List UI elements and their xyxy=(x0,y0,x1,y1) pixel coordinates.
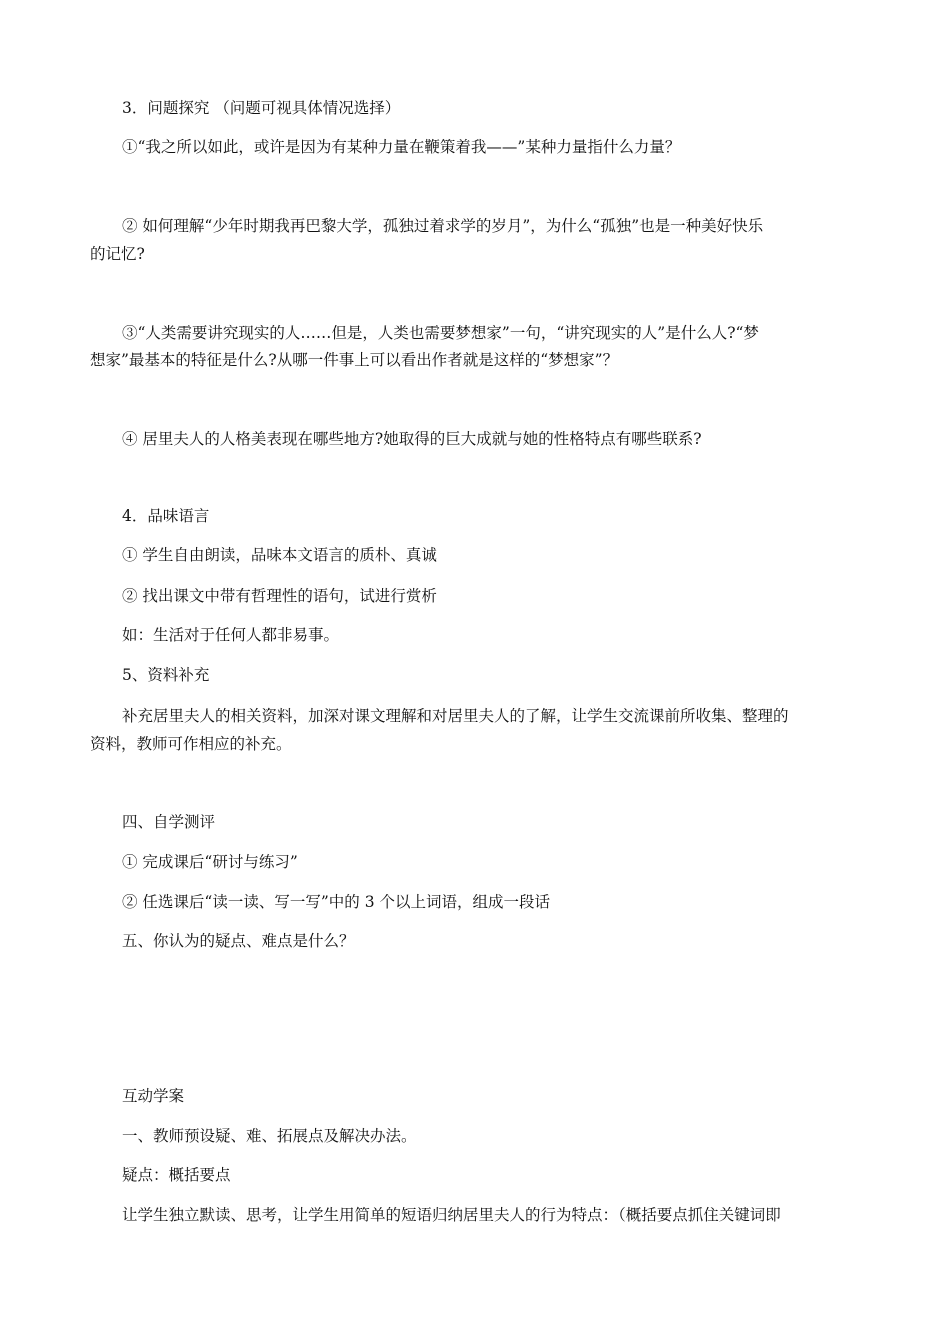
section4-example: 如：生活对于任何人都非易事。 xyxy=(122,626,340,644)
question-2-line-2: 的记忆? xyxy=(90,245,145,263)
section5-para-line-1: 补充居里夫人的相关资料，加深对课文理解和对居里夫人的了解，让学生交流课前所收集、整理的 xyxy=(122,707,789,725)
section4-heading: 4．品味语言 xyxy=(122,507,210,525)
section4-item-1: ① 学生自由朗读，品味本文语言的质朴、真诚 xyxy=(122,546,437,564)
question-3-line-1: ③“人类需要讲究现实的人……但是，人类也需要梦想家”一句，“讲究现实的人”是什么人?“梦 xyxy=(122,324,759,342)
interactive-doubt: 疑点：概括要点 xyxy=(122,1166,231,1184)
interactive-title: 互动学案 xyxy=(122,1087,185,1105)
section4-item-2: ② 找出课文中带有哲理性的语句，试进行赏析 xyxy=(122,587,437,605)
section3-heading: 3．问题探究 （问题可视具体情况选择） xyxy=(122,99,401,117)
interactive-para: 让学生独立默读、思考，让学生用简单的短语归纳居里夫人的行为特点：（概括要点抓住关键词即 xyxy=(122,1206,781,1224)
question-4: ④ 居里夫人的人格美表现在哪些地方?她取得的巨大成就与她的性格特点有哪些联系? xyxy=(122,430,702,448)
section5-heading: 5、资料补充 xyxy=(122,666,210,684)
section5-para-line-2: 资料，教师可作相应的补充。 xyxy=(90,735,292,753)
part5-heading: 五、你认为的疑点、难点是什么？ xyxy=(122,932,355,950)
part4-heading: 四、自学测评 xyxy=(122,813,216,831)
interactive-item-1: 一、教师预设疑、难、拓展点及解决办法。 xyxy=(122,1127,417,1145)
part4-item-1: ① 完成课后“研讨与练习” xyxy=(122,853,298,871)
question-3-line-2: 想家”最基本的特征是什么?从哪一件事上可以看出作者就是这样的“梦想家”？ xyxy=(90,351,619,369)
part4-item-2: ② 任选课后“读一读、写一写”中的 3 个以上词语，组成一段话 xyxy=(122,893,550,911)
question-1: ①“我之所以如此，或许是因为有某种力量在鞭策着我——”某种力量指什么力量？ xyxy=(122,138,681,156)
question-2-line-1: ② 如何理解“少年时期我再巴黎大学，孤独过着求学的岁月”，为什么“孤独”也是一种美好快乐 xyxy=(122,217,764,235)
